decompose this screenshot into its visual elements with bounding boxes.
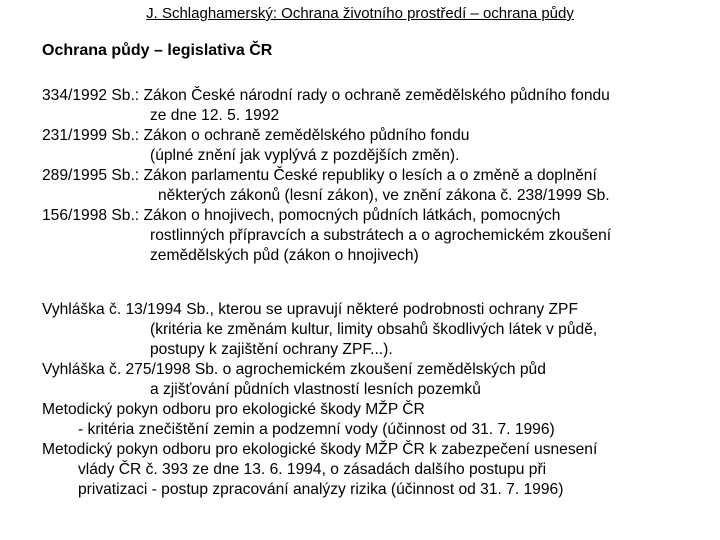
law-231-1999: 231/1999 Sb.: Zákon o ochraně zemědělského půdního fondu <box>42 127 470 144</box>
law-334-1992: 334/1992 Sb.: Zákon České národní rady o ochraně zemědělského půdního fondu <box>42 87 610 104</box>
regulation-13-1994-cont-2: postupy k zajištění ochrany ZPF...). <box>150 341 393 358</box>
guideline-1: Metodický pokyn odboru pro ekologické škody MŽP ČR <box>42 401 425 418</box>
guideline-2: Metodický pokyn odboru pro ekologické škody MŽP ČR k zabezpečení usnesení <box>42 441 598 458</box>
regulation-13-1994: Vyhláška č. 13/1994 Sb., kterou se upravují některé podrobnosti ochrany ZPF <box>42 301 578 318</box>
guideline-2-cont-1: vlády ČR č. 393 ze dne 13. 6. 1994, o zásadách dalšího postupu při <box>78 461 547 478</box>
law-334-1992-date: ze dne 12. 5. 1992 <box>150 107 280 124</box>
guideline-1-cont: - kritéria znečištění zemin a podzemní vody (účinnost od 31. 7. 1996) <box>78 421 555 438</box>
slide-title: Ochrana půdy – legislativa ČR <box>42 42 273 59</box>
slide-header: J. Schlaghamerský: Ochrana životního prostředí – ochrana půdy <box>146 5 574 22</box>
law-289-1995: 289/1995 Sb.: Zákon parlamentu České republiky o lesích a o změně a doplnění <box>42 167 597 184</box>
regulation-275-1998-cont: a zjišťování půdních vlastností lesních pozemků <box>150 381 481 398</box>
law-231-1999-note: (úplné znění jak vyplývá z pozdějších změn). <box>150 147 460 164</box>
law-156-1998: 156/1998 Sb.: Zákon o hnojivech, pomocných půdních látkách, pomocných <box>42 207 561 224</box>
guideline-2-cont-2: privatizaci - postup zpracování analýzy rizika (účinnost od 31. 7. 1996) <box>78 481 564 498</box>
law-289-1995-note: některých zákonů (lesní zákon), ve znění zákona č. 238/1999 Sb. <box>158 187 610 204</box>
law-156-1998-cont-2: zemědělských půd (zákon o hnojivech) <box>150 247 419 264</box>
regulations-list <box>42 300 597 500</box>
laws-list <box>42 86 611 266</box>
regulation-13-1994-cont-1: (kritéria ke změnám kultur, limity obsahů škodlivých látek v půdě, <box>150 321 598 338</box>
regulation-275-1998: Vyhláška č. 275/1998 Sb. o agrochemickém zkoušení zemědělských půd <box>42 361 546 378</box>
law-156-1998-cont-1: rostlinných přípravcích a substrátech a o agrochemickém zkoušení <box>150 227 612 244</box>
